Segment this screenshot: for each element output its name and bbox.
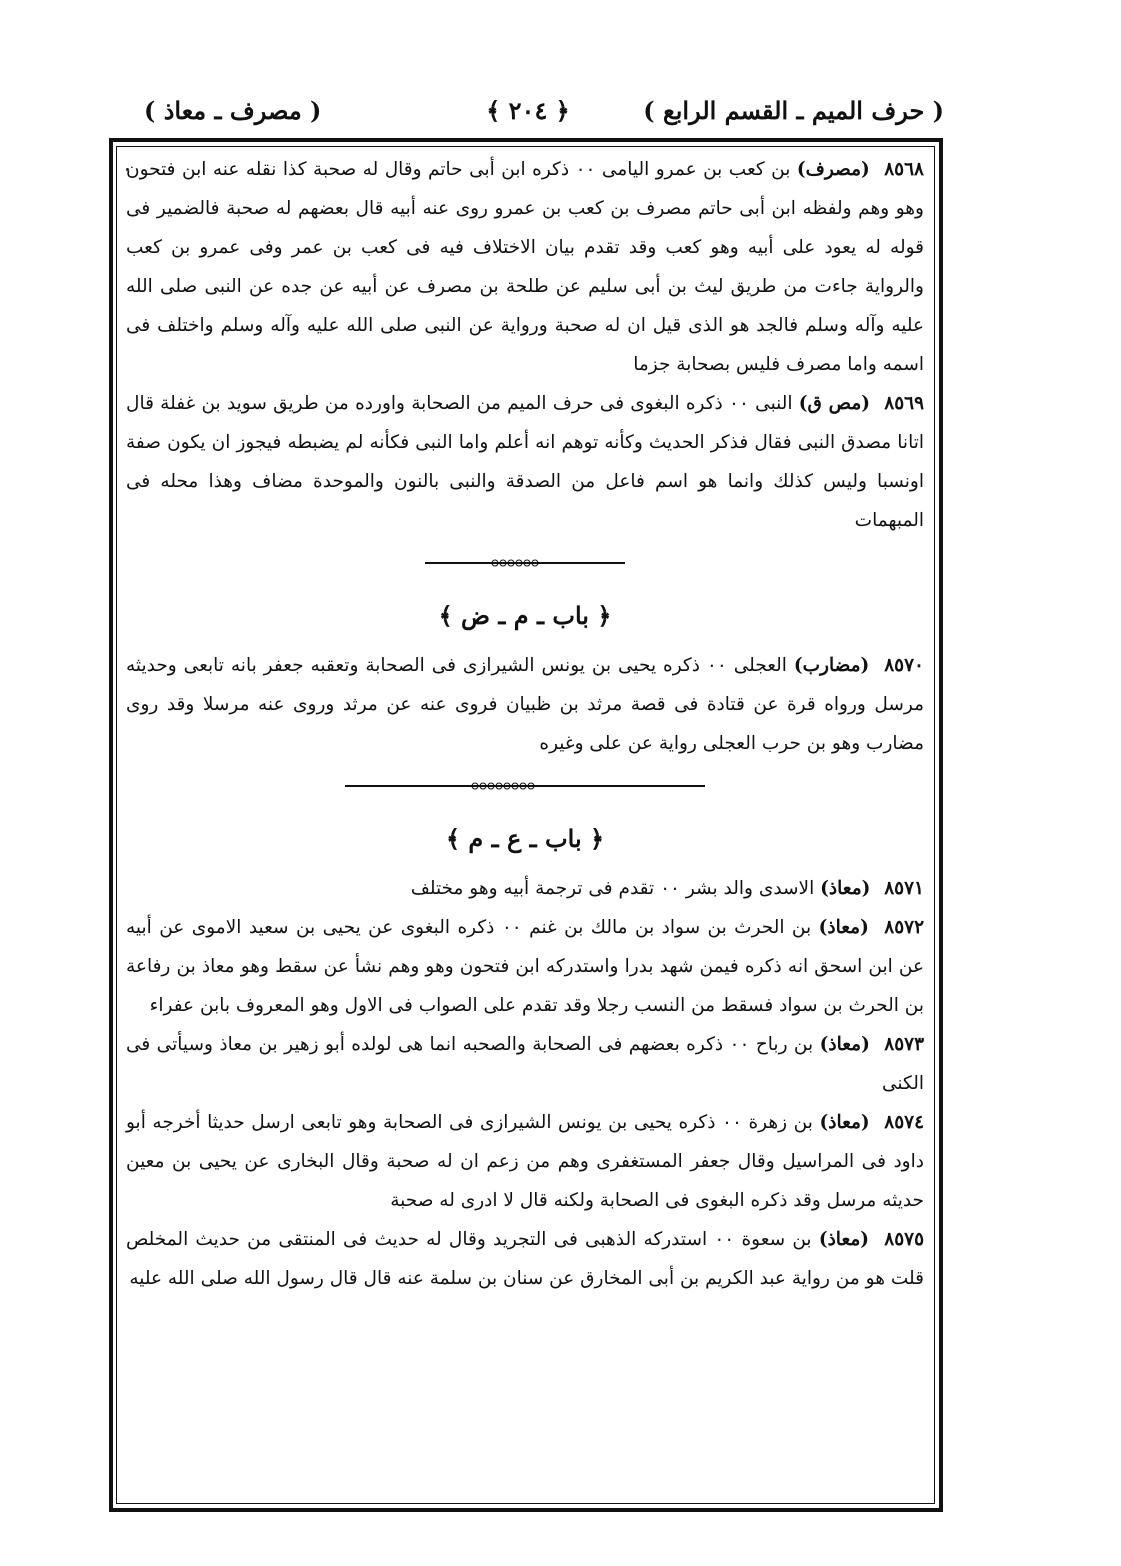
entry-name: (مضارب) xyxy=(793,655,870,676)
entry-text: بن كعب بن عمرو اليامى ٠٠ ذكره ابن أبى حاتم وقال له صحبة كذا نقله عنه ابن فتحون وهو وهم ولفظه ابن أبى حاتم مصرف بن كعب بن عمرو روى عنه أبيه قال بعضهم له صحبة فالضمير فى قوله له يعود على أبيه وهو كعب وقد تقدم بيان الاختلاف فيه فى كعب بن عمر وفى عمرو بن كعب والرواية جاءت من طريق ليث بن أبى سليم عن طلحة بن مصرف عن أبيه عن جده عن النبى صلى الله عليه وآله وسلم فالجد هو الذى قيل ان له صحبة ورواية عن النبى صلى الله عليه وآله وسلم واختلف فى اسمه واما مصرف فليس بصحابة جزما xyxy=(126,159,924,375)
entry-8568 xyxy=(120,150,930,384)
entry-number: ٨٥٦٩ xyxy=(884,393,925,414)
entry-8575 xyxy=(120,1220,930,1298)
entry-name: (معاذ) xyxy=(820,878,871,899)
entry-text: بن سعوة ٠٠ استدركه الذهبى فى التجريد وقال له حديث فى المنتقى من حديث المخلص قلت هو من رواية عبد الكريم بن أبى المخارق عن سنان بن سلمة عنه قال قال رسول الله صلى الله عليه xyxy=(126,1229,924,1289)
entry-8570 xyxy=(120,646,930,763)
entry-8571 xyxy=(120,869,930,908)
entry-8569 xyxy=(120,384,930,540)
entry-text: الاسدى والد بشر ٠٠ تقدم فى ترجمة أبيه وهو مختلف xyxy=(410,878,815,899)
page-header xyxy=(112,96,944,140)
entry-text: النبى ٠٠ ذكره البغوى فى حرف الميم من الصحابة واورده من طريق سويد بن غفلة قال اتانا مصدق النبى فقال فذكر الحديث وكأنه توهم انه أعلم واما النبى فكأنه لم يضبطه فيجوز ان يكون صفة اونسبا وليس كذلك وانما هو اسم فاعل من الصدقة والنبى بالنون والموحدة مضاف وهذا محله فى المبهمات xyxy=(126,393,924,531)
entry-8572 xyxy=(120,908,930,1025)
entry-text: بن رباح ٠٠ ذكره بعضهم فى الصحابة والصحبه انما هى لولده أبو زهير بن معاذ وسيأتى فى الكنى xyxy=(126,1034,924,1094)
page-body xyxy=(120,150,930,1500)
entry-number: ٨٥٧١ xyxy=(884,878,924,899)
header-section-title: ( حرف الميم ـ القسم الرابع ) xyxy=(643,96,944,125)
entry-8573 xyxy=(120,1025,930,1103)
entry-name: (معاذ) xyxy=(818,917,869,938)
section-divider xyxy=(120,763,930,809)
entry-name: (معاذ) xyxy=(819,1112,870,1133)
entry-number: ٨٥٧٠ xyxy=(884,655,924,676)
chapter-heading: ﴿ باب ـ ع ـ م ﴾ xyxy=(445,824,605,853)
entry-8574 xyxy=(120,1103,930,1220)
entry-name: (مصرف) xyxy=(796,159,870,180)
page-number: ﴿ ٢٠٤ ﴾ xyxy=(486,96,570,125)
entry-name: (معاذ) xyxy=(819,1034,870,1055)
header-entry-range: ( مصرف ـ معاذ ) xyxy=(144,96,322,125)
entry-number: ٨٥٦٨ xyxy=(884,159,924,180)
entry-number: ٨٥٧٢ xyxy=(884,917,925,938)
entry-text: بن زهرة ٠٠ ذكره يحيى بن يونس الشيرازى فى الصحابة وهو تابعى ارسل حديثا أخرجه أبو داود فى المراسيل وقال جعفر المستغفرى وهم من زعم ان له صحبة وقال البخارى عن يحيى بن معين حديثه مرسل وقد ذكره البغوى فى الصحابة ولكنه قال لا ادرى له صحبة xyxy=(126,1112,924,1211)
entry-text: العجلى ٠٠ ذكره يحيى بن يونس الشيرازى فى الصحابة وتعقبه جعفر بانه تابعى وحديثه مرسل ورواه قرة عن قتادة فى قصة مرثد بن ظبيان فروى عنه عن مرثد وروى عنه مرسلا وقد روى مضارب وهو بن حرب العجلى رواية عن على وغيره xyxy=(126,655,924,754)
entry-number: ٨٥٧٣ xyxy=(884,1034,925,1055)
entry-number: ٨٥٧٥ xyxy=(884,1229,925,1250)
chapter-heading: ﴿ باب ـ م ـ ض ﴾ xyxy=(438,601,612,630)
entry-number: ٨٥٧٤ xyxy=(884,1112,925,1133)
entry-name: (مص ق) xyxy=(798,393,871,414)
entry-name: (معاذ) xyxy=(818,1229,870,1250)
entry-text: بن الحرث بن سواد بن مالك بن غنم ٠٠ ذكره البغوى عن يحيى بن سعيد الاموى عن أبيه عن ابن اسحق انه ذكره فيمن شهد بدرا واستدركه ابن فتحون وهو وهم نشأ عن سقط وهو معاذ بن رفاعة بن الحرث بن سواد فسقط من النسب رجلا وقد تقدم على الصواب فى الاول وهو المعروف بابن عفراء xyxy=(126,917,924,1016)
section-divider xyxy=(120,540,930,586)
